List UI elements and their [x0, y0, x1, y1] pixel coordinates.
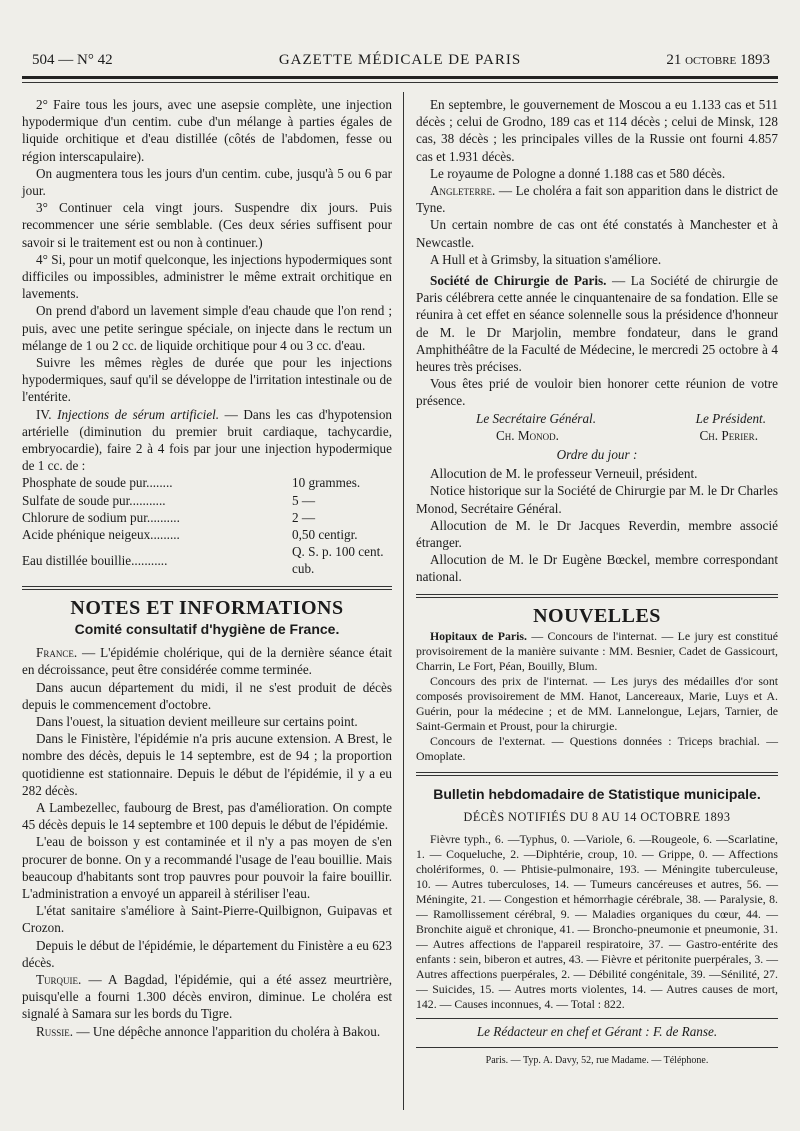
- ingredient: Eau distillée bouillie...........: [22, 552, 168, 568]
- agenda-heading: Ordre du jour :: [556, 447, 638, 463]
- paragraph-text: — Une dépêche annonce l'apparition du choléra à Bakou.: [73, 1023, 381, 1039]
- paragraph-text: — Le choléra a fait son apparition dans le district de Tyne.: [416, 183, 778, 216]
- paragraph: Dans aucun département du midi, il ne s'est produit de décès depuis le commencement d'octobre.: [22, 679, 392, 712]
- amount: Q. S. p. 100 cent. cub.: [292, 544, 384, 577]
- issue-date: 21 octobre 1893: [666, 52, 770, 68]
- formula-row: [22, 509, 392, 526]
- ingredient: Sulfate de soude pur...........: [22, 492, 166, 508]
- section-divider: [416, 772, 778, 776]
- paragraph: 2° Faire tous les jours, avec une asepsie complète, une injection hypodermique d'un centim. cube d'un mélange à parties égales de liquide orchitique et d'eau distillée (côtés de l'abdomen, fesse ou région interscapulaire).: [22, 97, 392, 164]
- signature-name: Ch. Perier.: [699, 427, 758, 443]
- paragraph-turquie: [22, 971, 392, 1023]
- formula-row: [22, 474, 392, 491]
- header-rule-thin: [22, 82, 778, 83]
- paragraph: Dans l'ouest, la situation devient meilleure sur certains point.: [36, 713, 358, 729]
- society-label: Société de Chirurgie de Paris.: [430, 273, 607, 289]
- paragraph-hopitaux: [416, 629, 778, 674]
- paragraph: A Lambezellec, faubourg de Brest, pas d'amélioration. On compte 45 décès depuis le 14 septembre et 100 depuis le début de l'épidémie.: [22, 799, 392, 833]
- subsection-title: Comité consultatif d'hygiène de France.: [74, 620, 340, 637]
- ingredient: Acide phénique neigeux.........: [22, 527, 180, 543]
- bulletin-title: Bulletin hebdomadaire de Statistique municipale.: [433, 785, 761, 802]
- footer-rule: [416, 1047, 778, 1048]
- paragraph-text: — L'épidémie cholérique, qui de la dernière séance était en décroissance, peut être considérée comme terminée.: [22, 645, 392, 678]
- paragraph: L'eau de boisson y est contaminée et il n'y a pas moyen de s'en procurer de bonne. On y a recommandé l'usage de l'eau bouillie. Mais beaucoup d'habitants sont trop pauvres pour pouvoir la faire bouillir. L'administration a envoyé un appareil à stériliser l'eau.: [22, 834, 392, 901]
- section-title-notes: NOTES ET INFORMATIONS: [70, 596, 344, 619]
- paragraph: 4° Si, pour un motif quelconque, les injections hypodermiques sont difficiles ou impossibles, administrer le même extrait orchitique en lavements.: [22, 251, 392, 302]
- statistics-text: Fièvre typh., 6. —Typhus, 0. —Variole, 6. —Rougeole, 6. —Scarlatine, 1. — Coqueluche, 2. —Diphtérie, croup, 10. — Grippe, 0. — Affections cholériformes, 0. — Phtisie-pulmonaire, 193. — Méningite tuberculeuse, 10. — Autres tuberculoses, 14. — Tumeurs cancéreuses et autres, 56. —Méningite, 21. — Congestion et hémorrhagie cérébrale, 38. — Paralysie, 8. — Ramollissement cérébral, 9. — Maladies organiques du cœur, 44. — Bronchite aiguë et chronique, 41. — Broncho-pneumonie et pneumonie, 31. — Autres affections de l'appareil respiratoire, 37. — Gastro-entérite des enfants : sein, biberon et autres, 43. — Fièvre et péritonite puerpérales, 3. — Autres affections puerpérales, 2. — Débilité congénitale, 39. —Sénilité, 27. — Suicides, 15. — Autres morts violentes, 14. — Autres causes de mort, 142. — Causes inconnues, 4. — Total : 822.: [416, 832, 778, 1012]
- paragraph-societe: [416, 272, 778, 375]
- paragraph-france: [22, 644, 392, 678]
- formula-row: [22, 543, 392, 577]
- signature-title: Le Secrétaire Général.: [476, 410, 596, 426]
- section-title-nouvelles: NOUVELLES: [533, 604, 661, 627]
- paragraph: Un certain nombre de cas ont été constatés à Manchester et à Newcastle.: [416, 217, 778, 250]
- section-divider: [22, 586, 392, 590]
- paragraph: 3° Continuer cela vingt jours. Suspendre dix jours. Puis recommencer une série semblable. (Ces deux séries suffisent pour savoir si le traitement est ou non à continuer.): [22, 200, 392, 250]
- country-label: Turquie.: [36, 971, 82, 987]
- left-column: [22, 96, 392, 1040]
- country-label: France.: [36, 645, 78, 661]
- page-number: 504 — N° 42: [32, 52, 113, 68]
- paragraph: Concours des prix de l'internat. — Les jurys des médailles d'or sont composés provisoirement de MM. Hanot, Lancereaux, Marie, Luys et A. Guérin, pour la médecine ; et de MM. Lannelongue, Lejars, Tarnier, de Saint-Germain et Proust, pour la chirurgie.: [416, 673, 778, 733]
- amount: 5 —: [292, 492, 316, 508]
- agenda-item: Allocution de M. le Dr Eugène Bœckel, membre correspondant national.: [416, 552, 778, 585]
- header-rule: [22, 76, 778, 79]
- formula-row: [22, 526, 392, 543]
- signature-names: [416, 427, 778, 444]
- paragraph: A Hull et à Grimsby, la situation s'améliore.: [430, 251, 662, 267]
- amount: 2 —: [292, 509, 316, 525]
- paragraph-text: — Dans les cas d'hypotension artérielle (diminution du premier bruit cardiaque, tachycardie, embryocardie), faire 2 à 4 fois par jour une injection hypodermique de 1 cc. de :: [22, 406, 393, 474]
- formula-table: [22, 474, 392, 577]
- paragraph: Depuis le début de l'épidémie, le département du Finistère a eu 623 décès.: [22, 937, 392, 970]
- paragraph: On augmentera tous les jours d'un centim. cube, jusqu'à 5 ou 6 par jour.: [22, 165, 392, 199]
- journal-title: GAZETTE MÉDICALE DE PARIS: [278, 52, 522, 68]
- amount: 0,50 centigr.: [292, 527, 358, 543]
- signature-name: Ch. Monod.: [496, 427, 559, 443]
- ingredient: Chlorure de sodium pur..........: [22, 509, 180, 525]
- paragraph: Concours de l'externat. — Questions données : Triceps brachial. — Omoplate.: [416, 733, 778, 763]
- printer-imprint: Paris. — Typ. A. Davy, 52, rue Madame. — Téléphone.: [485, 1054, 709, 1066]
- paragraph: Suivre les mêmes règles de durée que pour les injections hypodermiques, sauf qu'il se développe de l'irritation intestinale ou de l'entérite.: [22, 355, 392, 405]
- country-label: Angleterre.: [430, 183, 496, 199]
- paragraph-serum: [22, 406, 392, 475]
- paragraph: On prend d'abord un lavement simple d'eau chaude que l'on rend ; puis, avec une petite seringue spéciale, on injecte dans le rectum un mélange de 1 ou 2 cc. de liquide orchitique pour 4 ou 3 cc. d'eau.: [22, 303, 392, 353]
- signature-titles: [416, 410, 778, 427]
- agenda-item: Notice historique sur la Société de Chirurgie par M. le Dr Charles Monod, Secrétaire Général.: [416, 483, 778, 516]
- agenda-item: Allocution de M. le professeur Verneuil, président.: [430, 466, 698, 482]
- footer-rule: [416, 1018, 778, 1019]
- paragraph: Dans le Finistère, l'épidémie n'a pris aucune extension. A Brest, le nombre des décès, depuis le 14 septembre, est de 94 ; la proportion quotidienne est stationnaire. Depuis le début de l'épidémie, il y a eu 282 décès.: [22, 731, 392, 798]
- paragraph: Le royaume de Pologne a donné 1.188 cas et 580 décès.: [430, 165, 726, 181]
- signature-title: Le Président.: [695, 410, 766, 426]
- editor-line: Le Rédacteur en chef et Gérant : F. de Ranse.: [476, 1024, 718, 1040]
- paragraph-text: — La Société de chirurgie de Paris célébrera cette année le cinquantenaire de sa fondation. Elle se réunira à cet effet en séance solennelle sous la présidence d'honneur de M. le Dr Marjolin, membre fondateur, dans le grand Amphithéâtre de la Faculté de Médecine, le mercredi 25 octobre à 4 heures très précises.: [416, 273, 779, 375]
- paragraph: En septembre, le gouvernement de Moscou a eu 1.133 cas et 511 décès ; celui de Grodno, 189 cas et 114 décès ; celui de Minsk, 128 cas, 38 décès ; les principales villes de la Russie ont fourni 4.857 cas et 1.931 décès.: [416, 97, 778, 164]
- news-label: Hopitaux de Paris.: [430, 628, 527, 643]
- section-divider: [416, 594, 778, 598]
- paragraph-russie: [22, 1023, 392, 1040]
- deaths-heading: DÉCÈS NOTIFIÉS DU 8 AU 14 OCTOBRE 1893: [463, 810, 731, 825]
- country-label: Russie.: [36, 1023, 74, 1039]
- paragraph: Vous êtes prié de vouloir bien honorer cette réunion de votre présence.: [416, 376, 778, 409]
- page-header: [22, 50, 778, 72]
- column-separator: [403, 92, 404, 1110]
- formula-row: [22, 492, 392, 509]
- section-number: IV.: [36, 406, 52, 422]
- paragraph-angleterre: [416, 182, 778, 216]
- ingredient: Phosphate de soude pur........: [22, 475, 173, 491]
- right-column: [416, 96, 778, 1069]
- section-heading: Injections de sérum artificiel.: [57, 406, 220, 422]
- paragraph-text: — Concours de l'internat. — Le jury est constitué provisoirement de la manière suivante : MM. Besnier, Cadet de Gassicourt, Charrin, Le Fort, Péan, Bouilly, Blum.: [416, 628, 778, 673]
- amount: 10 grammes.: [292, 475, 361, 491]
- paragraph: L'état sanitaire s'améliore à Saint-Pierre-Quilbignon, Guipavas et Crozon.: [22, 903, 392, 936]
- paragraph-text: — A Bagdad, l'épidémie, qui a été assez meurtrière, puisqu'elle a fourni 1.300 décès environ, diminue. Le choléra est signalé à Samara sur les bords du Tigre.: [22, 971, 392, 1022]
- agenda-item: Allocution de M. le Dr Jacques Reverdin, membre associé étranger.: [416, 517, 778, 551]
